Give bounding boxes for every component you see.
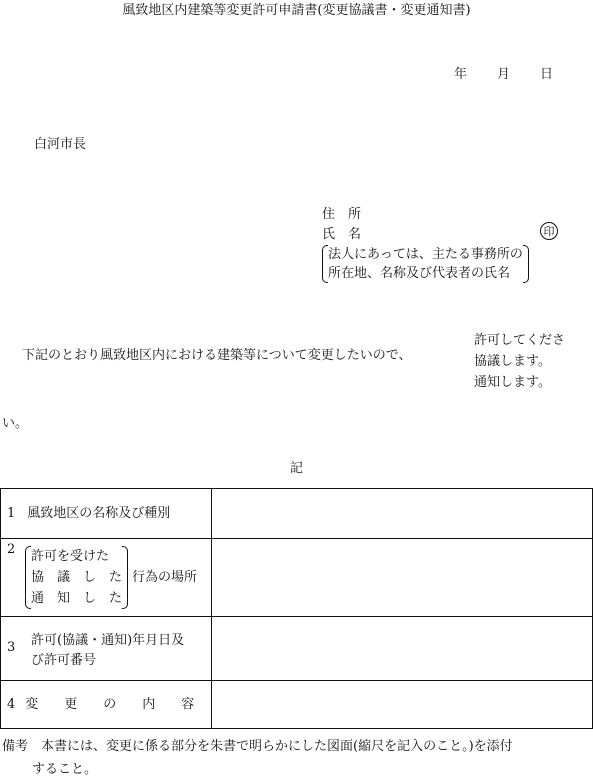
date-year: 年 (453, 67, 467, 82)
request-text-continuation: い。 (2, 416, 29, 431)
row2-label-cell (1, 539, 212, 617)
seal-mark: 印 (540, 222, 558, 240)
date-line (454, 68, 553, 81)
row3-label-line2: び許可番号 (31, 653, 97, 668)
corporation-note (322, 245, 529, 283)
table-row (1, 489, 593, 539)
row4-value-cell[interactable] (212, 681, 593, 729)
row1-value-cell[interactable] (212, 489, 593, 539)
row4-label: 変 更 の 内 容 (25, 697, 195, 712)
row2-option-permitted: 許可を受けた (31, 549, 110, 564)
addressee: 白河市長 (34, 137, 87, 152)
row1-label-cell (1, 489, 212, 539)
corporation-note-line2: 所在地、名称及び代表者の氏名 (328, 266, 511, 281)
row3-value-cell[interactable] (212, 617, 593, 681)
row3-label-line1: 許可(協議・通知)年月日及 (31, 633, 185, 648)
document-title: 風致地区内建築等変更許可申請書(変更協議書・変更通知書) (122, 3, 471, 18)
row1-label: 風致地区の名称及び種別 (27, 506, 171, 521)
option-consult: 協議します。 (474, 354, 551, 369)
row2-value-cell[interactable] (212, 539, 593, 617)
option-permit: 許可してくださ (474, 333, 566, 348)
address-label: 住 所 (322, 207, 362, 222)
date-month: 月 (496, 67, 510, 82)
row2-number: 2 (7, 542, 16, 557)
remarks-line1: 備考 本書には、変更に係る部分を朱書で明らかにした図面(縮尺を記入のこと。)を添付 (2, 739, 513, 754)
request-text: 下記のとおり風致地区内における建築等について変更したいので、 (22, 348, 412, 363)
row3-label (31, 631, 184, 671)
details-table (0, 488, 593, 729)
row2-option-notified: 通 知 し た (31, 591, 123, 606)
row1-number: 1 (7, 506, 16, 521)
row3-number: 3 (7, 640, 16, 655)
table-row (1, 539, 593, 617)
applicant-block (322, 205, 361, 245)
option-notify: 通知します。 (474, 375, 551, 390)
remarks-line2: すること。 (32, 762, 98, 777)
corporation-note-line1: 法人にあっては、主たる事務所の (328, 247, 523, 262)
row4-label-cell (1, 681, 212, 729)
date-day: 日 (539, 67, 553, 82)
row2-option-consulted: 協 議 し た (31, 570, 123, 585)
row3-label-cell (1, 617, 212, 681)
table-row (1, 617, 593, 681)
row4-number: 4 (7, 697, 16, 712)
row2-label: 行為の場所 (132, 570, 198, 585)
name-label: 氏 名 (322, 227, 362, 242)
row2-options-bracket (25, 546, 128, 609)
request-options (474, 330, 565, 393)
table-row (1, 681, 593, 729)
ki-heading: 記 (289, 461, 303, 476)
